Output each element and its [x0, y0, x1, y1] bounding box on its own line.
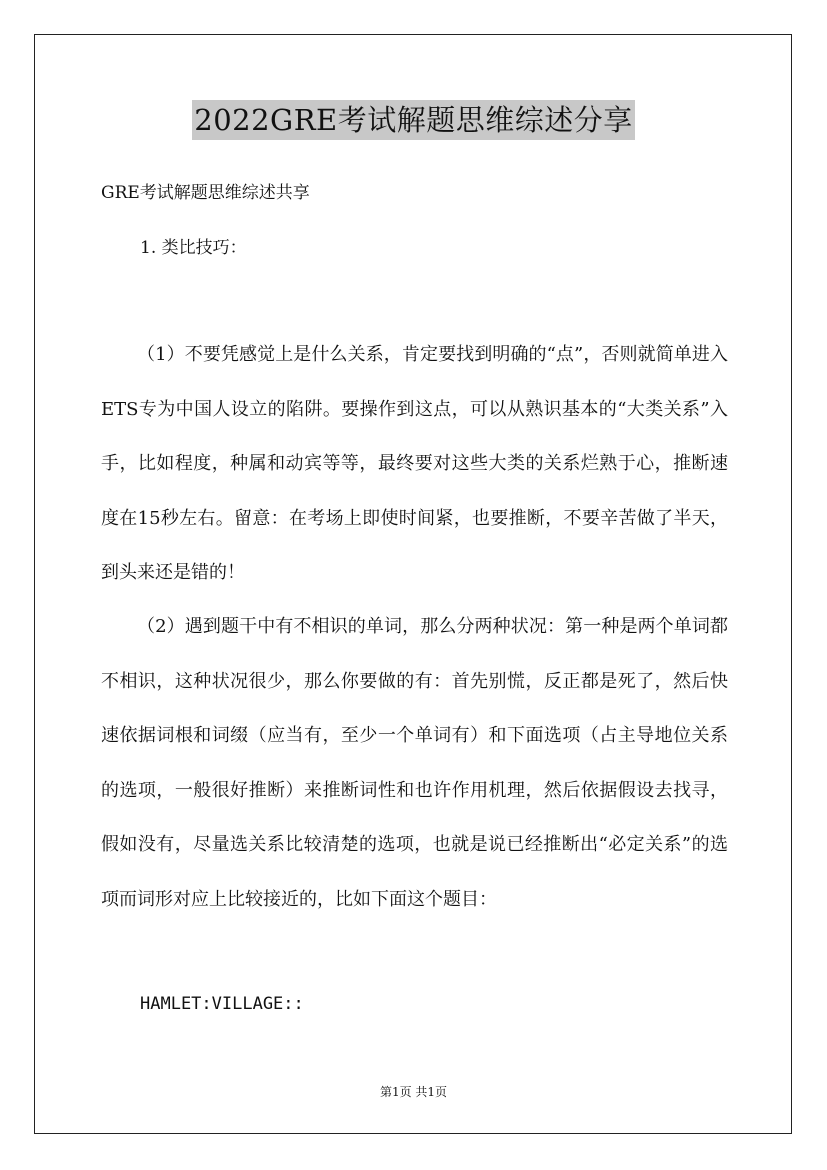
page-footer: 第1页 共1页 — [379, 1085, 448, 1099]
document-subtitle: GRE考试解题思维综述共享 — [101, 183, 310, 203]
paragraph-1: （1）不要凭感觉上是什么关系，肯定要找到明确的“点”，否则就简单进入ETS专为中国人设立的陷阱。要操作到这点，可以从熟识基本的“大类关系”入手，比如程度，种属和动宾等等，最终要对这些大类的关系烂熟于心，推断速度在15秒左右。留意：在考场上即使时间紧，也要推断，不要辛苦做了半天，到头来还是错的！ — [101, 344, 728, 583]
section-heading: 1. 类比技巧： — [140, 238, 247, 258]
paragraph-2: （2）遇到题干中有不相识的单词，那么分两种状况：第一种是两个单词都不相识，这种状况很少，那么你要做的有：首先别慌，反正都是死了，然后快速依据词根和词缀（应当有，至少一个单词有）和下面选项（占主导地位关系的选项，一般很好推断）来推断词性和也许作用机理，然后依据假设去找寻，假如没有，尽量选关系比较清楚的选项，也就是说已经推断出“必定关系”的选项而词形对应上比较接近的，比如下面这个题目： — [101, 616, 728, 910]
title-container — [0, 100, 827, 140]
example-question: HAMLET:VILLAGE:: — [140, 994, 304, 1014]
document-title: 2022GRE考试解题思维综述分享 — [192, 100, 634, 140]
